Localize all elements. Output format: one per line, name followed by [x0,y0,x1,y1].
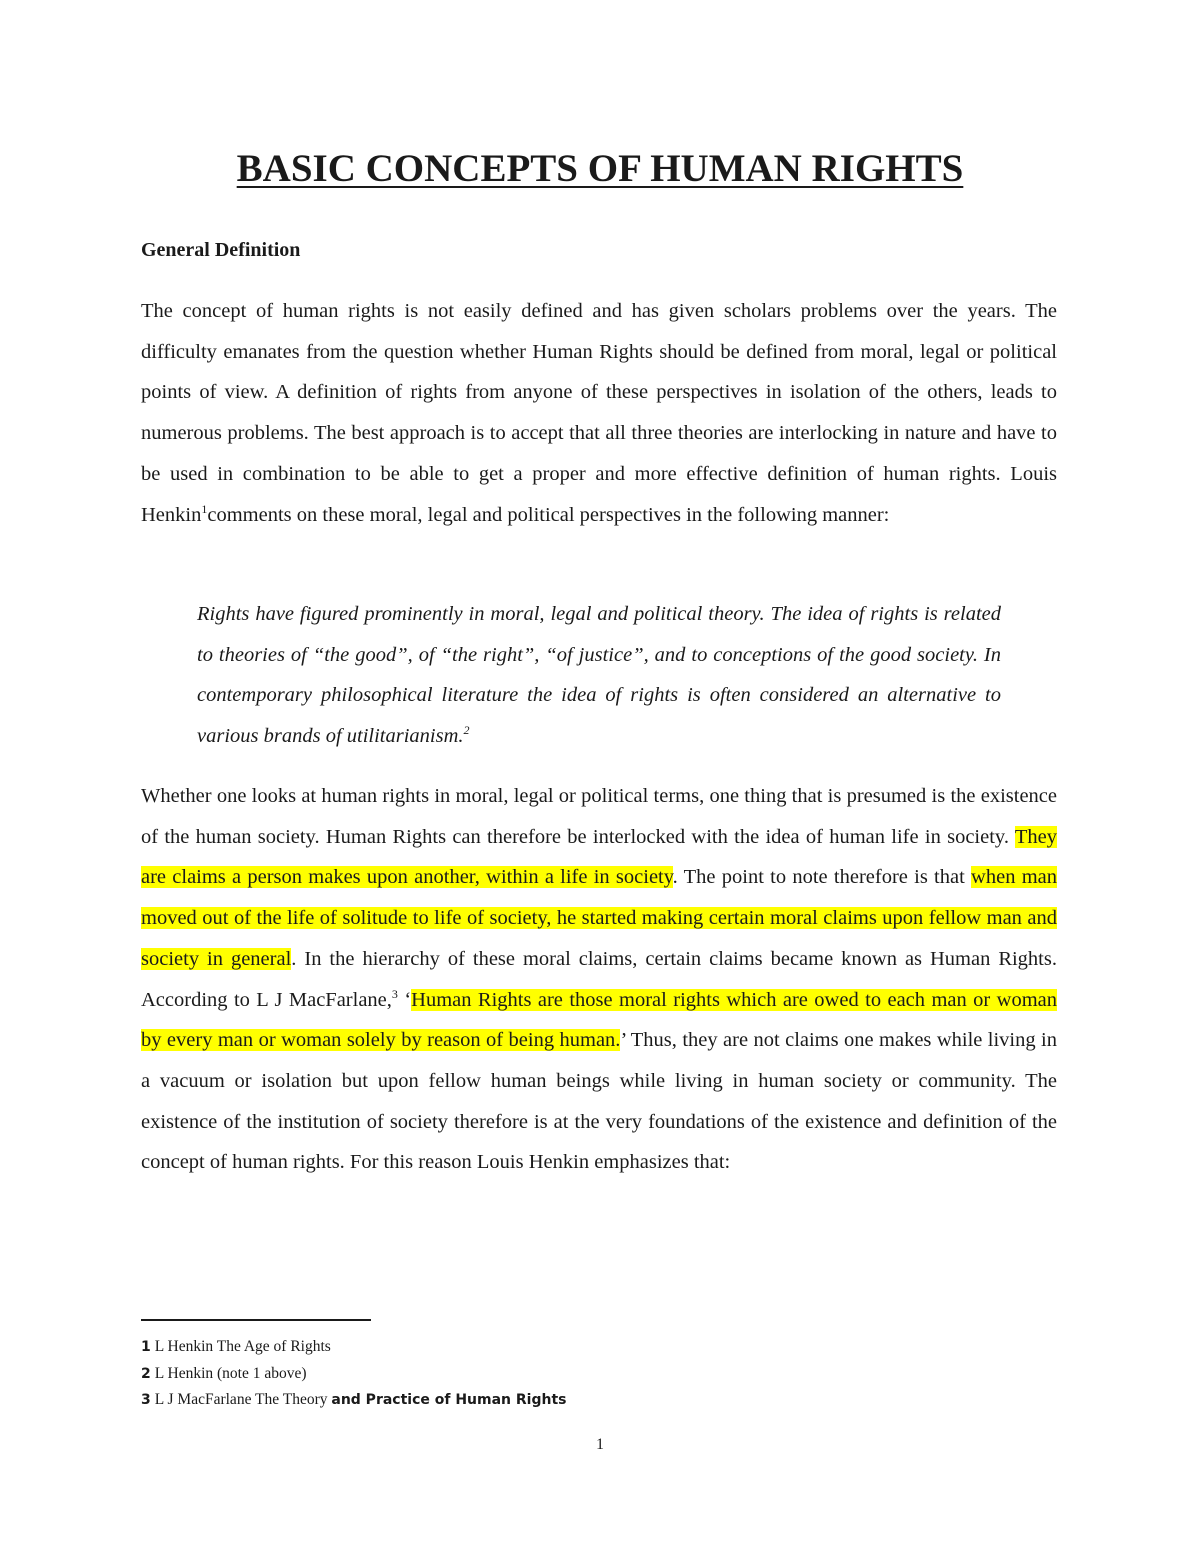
footnote-text: L Henkin The Age of Rights [154,1338,331,1355]
footnote-list [141,1334,567,1414]
paragraph-text: comments on these moral, legal and political perspectives in the following manner: [207,503,890,526]
highlighted-text: when man moved out of the life of solitude to life of society, he started making certain moral claims upon fellow man and society in general [141,866,1057,970]
paragraph-text: . The point to note therefore is that [672,866,972,889]
paragraph-society [141,776,1057,1183]
paragraph-text: ‘ [397,988,412,1011]
document-title: BASIC CONCEPTS OF HUMAN RIGHTS [236,147,964,190]
footnote-text: L J MacFarlane The Theory [154,1391,332,1408]
footnote-number: 2 [141,1365,151,1382]
highlighted-text: They are claims a person makes upon another, within a life in society [141,825,1057,889]
paragraph-text: . In the hierarchy of these moral claims, certain claims became known as Human Rights. According to L J MacFarlane, [141,947,1057,1011]
footnote-ref-1[interactable]: 1 [201,501,208,516]
footnote-item [141,1334,567,1361]
footnote-number: 3 [141,1392,151,1408]
paragraph-text: ’ Thus, they are not claims one makes while living in a vacuum or isolation but upon fellow human beings while living in human society or community. The existence of the institution of society therefore is at the very foundations of the existence and definition of the concept of human rights. For this reason Louis Henkin emphasizes that: [141,1029,1057,1174]
footnote-ref-3[interactable]: 3 [391,986,398,1001]
page-number: 1 [596,1436,604,1453]
paragraph-text: The concept of human rights is not easily defined and has given scholars problems over the years. The difficulty emanates from the question whether Human Rights should be defined from moral, legal or political points of view. A definition of rights from anyone of these perspectives in isolation of the others, leads to numerous problems. The best approach is to accept that all three theories are interlocking in nature and have to be used in combination to be able to get a proper and more effective definition of human rights. Louis Henkin [141,300,1057,526]
footnote-bold-text: and Practice of Human Rights [331,1392,567,1408]
highlighted-text: Human Rights are those moral rights which are owed to each man or woman by every man or woman solely by reason of being human. [141,988,1058,1052]
footnote-text: L Henkin (note 1 above) [154,1364,307,1382]
footnote-number: 1 [141,1339,151,1355]
paragraph-text: Whether one looks at human rights in moral, legal or political terms, one thing that is presumed is the existence of the human society. Human Rights can therefore be interlocked with the idea of human life in society. [141,785,1057,848]
footnote-ref-2[interactable]: 2 [463,723,470,738]
block-quote [197,594,1001,757]
paragraph-definition [141,291,1057,535]
footnote-item [141,1387,567,1414]
footnote-separator [141,1319,371,1321]
section-heading: General Definition [141,239,301,261]
footnote-item [141,1361,567,1388]
quote-text: Rights have figured prominently in moral, legal and political theory. The idea of rights is related to theories of “the good”, of “the right”, “of justice”, and to conceptions of the good society. In contemporary philosophical literature the idea of rights is often considered an alternative to various brands of utilitarianism. [197,603,1001,748]
